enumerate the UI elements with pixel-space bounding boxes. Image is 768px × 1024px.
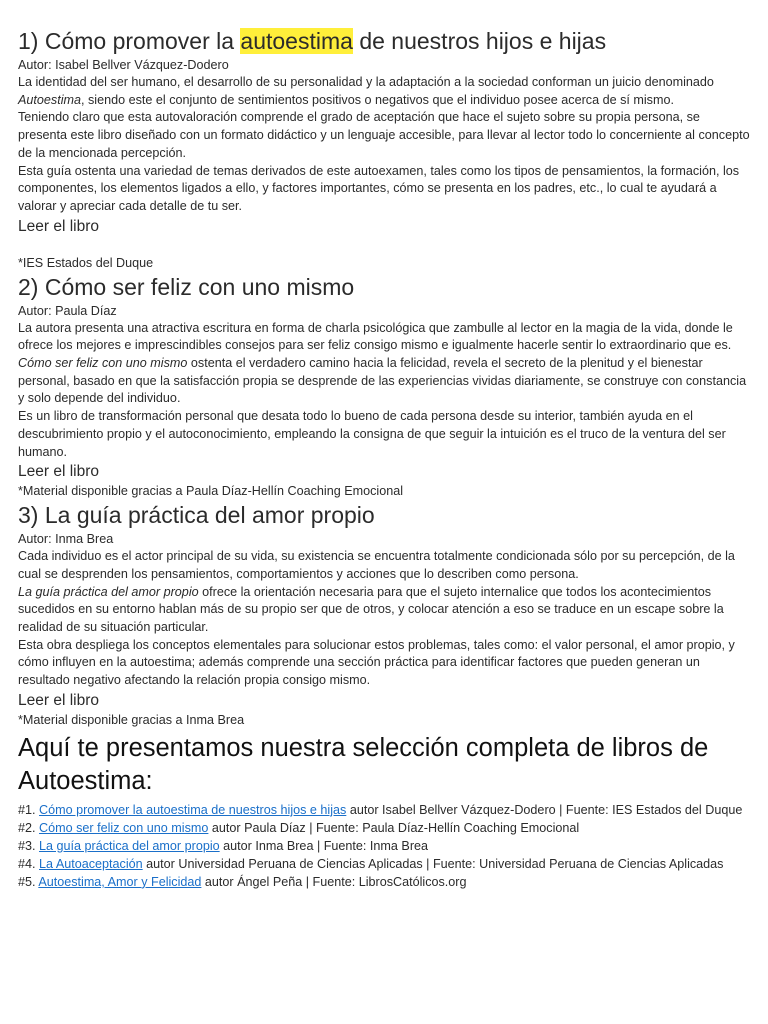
book-3-paragraph-2: La guía práctica del amor propio ofrece la orientación necesaria para que el sujeto internalice que todos los acontecimientos sucedidos en su entorno hablan más de su propio ser que de otros, y colocar atención a eso se traduce en un escape sobre la realidad de su situación particular. xyxy=(18,584,724,635)
selection-item-5: #5. Autoestima, Amor y Felicidad autor Ángel Peña | Fuente: LibrosCatólicos.org xyxy=(18,874,467,889)
book-1-section xyxy=(18,26,750,272)
book-3-source-note: *Material disponible gracias a Inma Brea xyxy=(18,712,245,727)
selection-link-1[interactable]: Cómo promover la autoestima de nuestros hijos e hijas xyxy=(39,802,347,817)
book-2-paragraph-3: Es un libro de transformación personal que desata todo lo bueno de cada persona desde su interior, también ayuda en el descubrimiento propio y el autoconocimiento, empleando la consigna de que seguir la intuición es el truco de la ventura del ser humano. xyxy=(18,409,726,459)
book-3-author: Autor: Inma Brea xyxy=(18,532,114,547)
book-2-source-note: *Material disponible gracias a Paula Díaz-Hellín Coaching Emocional xyxy=(18,484,404,499)
book-1-read-link[interactable]: Leer el libro xyxy=(18,217,99,235)
book-1-paragraph-2: Teniendo claro que esta autovaloración comprende el grado de aceptación que hace el sujeto sobre su propia persona, se presenta este libro diseñado con un formato didáctico y un lenguaje accesible, para llevar al lector todo lo concerniente al concepto de la mencionada percepción. xyxy=(18,110,750,160)
book-2-title: 2) Cómo ser feliz con uno mismo xyxy=(18,273,355,300)
book-3-paragraph-1: Cada individuo es el actor principal de su vida, su existencia se encuentra totalmente condicionada sólo por su percepción, de la cual se desprenden los pensamientos, comportamientos y acciones que lo describen como persona. xyxy=(18,549,735,581)
selection-item-4: #4. La Autoaceptación autor Universidad Peruana de Ciencias Aplicadas | Fuente: Universidad Peruana de Ciencias Aplicadas xyxy=(18,856,724,871)
book-2-section xyxy=(18,272,750,501)
selection-link-2[interactable]: Cómo ser feliz con uno mismo xyxy=(39,820,209,835)
book-2-paragraph-2: Cómo ser feliz con uno mismo ostenta el verdadero camino hacia la felicidad, revela el secreto de la plenitud y el bienestar personal, basado en que la satisfacción propia se desprende de las experiencias vividas diariamente, se construye con constancia y solo depende del individuo. xyxy=(18,356,747,406)
book-1-paragraph-3: Esta guía ostenta una variedad de temas derivados de este autoexamen, tales como los tipos de pensamientos, la formación, los componentes, los elementos ligados a ello, y factores importantes, cómo se presenta en los padres, etc., lo cual te ayudará a valorar y apreciar cada detalle de tu ser. xyxy=(18,163,740,213)
selection-item-3: #3. La guía práctica del amor propio autor Inma Brea | Fuente: Inma Brea xyxy=(18,838,429,853)
selection-item-2: #2. Cómo ser feliz con uno mismo autor Paula Díaz | Fuente: Paula Díaz-Hellín Coaching Emocional xyxy=(18,820,580,835)
book-1-author: Autor: Isabel Bellver Vázquez-Dodero xyxy=(18,58,229,72)
selection-section xyxy=(18,732,750,891)
selection-heading: Aquí te presentamos nuestra selección completa de libros de Autoestima: xyxy=(18,733,709,795)
book-2-read-link[interactable]: Leer el libro xyxy=(18,463,99,481)
highlighted-keyword: autoestima xyxy=(240,28,353,54)
selection-item-1: #1. Cómo promover la autoestima de nuestros hijos e hijas autor Isabel Bellver Vázquez-Dodero | Fuente: IES Estados del Duque xyxy=(18,802,743,817)
book-3-paragraph-3: Esta obra despliega los conceptos elementales para solucionar estos problemas, tales como: el valor personal, el amor propio, y cómo influyen en la autoestima; además comprende una sección práctica para identificar factores que pueden generan un resultado negativo afectando la relación propia consigo mismo. xyxy=(18,637,735,688)
book-2-paragraph-1: La autora presenta una atractiva escritura en forma de charla psicológica que zambulle al lector en la magia de la vida, donde le ofrece los mejores e imprescindibles consejos para ser feliz consigo mismo e igualmente hacerle sentir lo extraordinario que es. xyxy=(18,320,733,353)
book-1-source-note: *IES Estados del Duque xyxy=(18,255,154,270)
selection-link-5[interactable]: Autoestima, Amor y Felicidad xyxy=(38,874,202,889)
book-3-read-link[interactable]: Leer el libro xyxy=(18,691,99,709)
book-1-title: 1) Cómo promover la autoestima de nuestros hijos e hijas xyxy=(18,28,607,54)
book-3-title: 3) La guía práctica del amor propio xyxy=(18,502,375,529)
book-1-paragraph-1: La identidad del ser humano, el desarrollo de su personalidad y la adaptación a la sociedad conforman un juicio denominado Autoestima, siendo este el conjunto de sentimientos positivos o negativos que el individuo posee acerca de sí mismo. xyxy=(18,75,714,107)
book-3-section xyxy=(18,500,750,729)
selection-link-4[interactable]: La Autoaceptación xyxy=(39,856,143,871)
book-2-author: Autor: Paula Díaz xyxy=(18,303,117,318)
selection-link-3[interactable]: La guía práctica del amor propio xyxy=(39,838,220,853)
